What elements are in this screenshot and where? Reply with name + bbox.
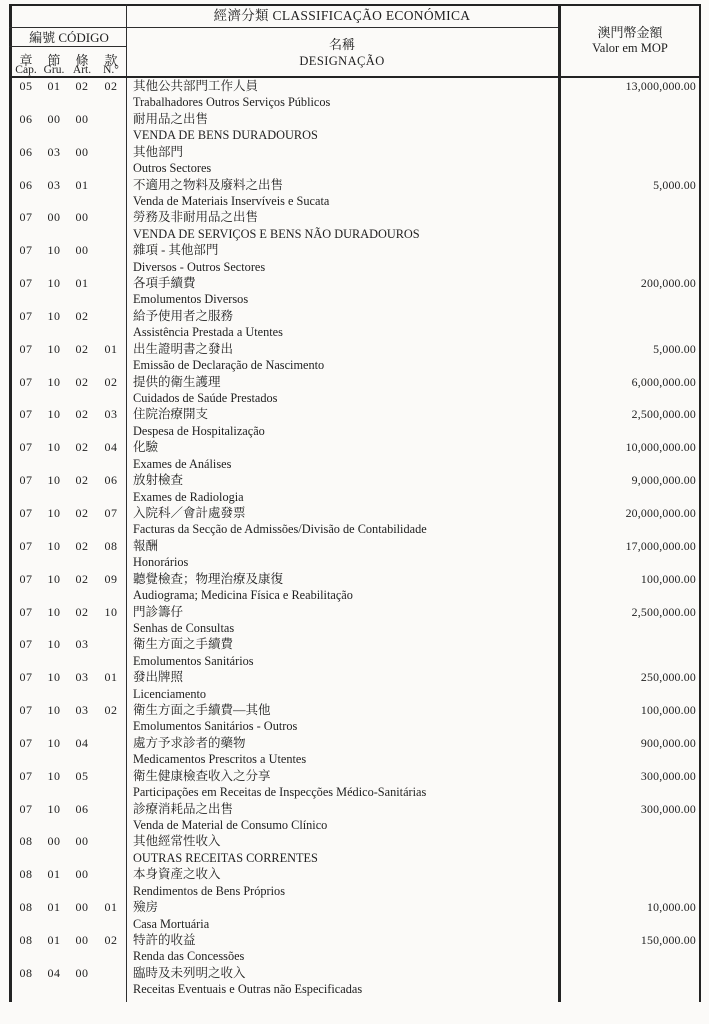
designation-zh: 其他部門 <box>133 144 184 159</box>
designation-pt: Receitas Eventuais e Outras não Especificadas <box>133 982 363 997</box>
amount-value: 250,000.00 <box>640 670 696 685</box>
code-art: 00 <box>75 210 89 225</box>
designation-zh: 各項手續費 <box>133 276 196 291</box>
designation-zh: 門診籌仔 <box>133 604 184 619</box>
designation-pt: Participações em Receitas de Inspecções Médico-Sanitárias <box>133 785 427 800</box>
code-cap: 07 <box>19 276 33 291</box>
designation-cell <box>126 439 561 472</box>
code-cap: 07 <box>19 210 33 225</box>
designation-zh: 本身資產之收入 <box>133 867 221 882</box>
code-col-gru-zh: 節 <box>47 53 61 68</box>
code-n: 10 <box>104 604 118 619</box>
table-row <box>12 406 699 439</box>
designation-zh: 雜項 - 其他部門 <box>133 243 219 258</box>
code-cap: 08 <box>19 965 33 980</box>
code-art: 06 <box>75 801 89 816</box>
table-border-right <box>699 4 701 1002</box>
code-col-cap-pt: Cap. <box>15 64 37 76</box>
table-row <box>12 439 699 472</box>
code-art: 02 <box>75 341 89 356</box>
designation-zh: 住院治療開支 <box>133 407 209 422</box>
table-row <box>12 899 699 932</box>
designation-pt: Rendimentos de Bens Próprios <box>133 883 285 898</box>
table-row <box>12 538 699 571</box>
amount-value: 2,500,000.00 <box>631 407 696 422</box>
code-cap: 07 <box>19 374 33 389</box>
designation-pt: Senhas de Consultas <box>133 620 235 635</box>
designation-pt: VENDA DE BENS DURADOUROS <box>133 128 318 143</box>
designation-pt: Exames de Análises <box>133 456 232 471</box>
designation-zh: 勞務及非耐用品之出售 <box>133 210 259 225</box>
amount-value: 100,000.00 <box>640 571 696 586</box>
code-cap: 07 <box>19 571 33 586</box>
designation-zh: 診療消耗品之出售 <box>133 801 234 816</box>
code-n: 08 <box>104 538 118 553</box>
code-gru: 10 <box>47 374 61 389</box>
code-n <box>96 965 126 998</box>
designation-zh: 衛生健康檢查收入之分享 <box>133 768 271 783</box>
designation-cell <box>126 669 561 702</box>
code-gru: 00 <box>47 834 61 849</box>
designation-zh: 特許的收益 <box>133 932 196 947</box>
amount-value <box>561 833 699 866</box>
designation-zh: 衛生方面之手續費 <box>133 637 234 652</box>
code-col-cap-zh: 章 <box>19 53 33 68</box>
designation-pt: Outros Sectores <box>133 161 212 176</box>
designation-cell <box>126 275 561 308</box>
code-art: 01 <box>75 177 89 192</box>
code-gru: 10 <box>47 637 61 652</box>
code-n: 02 <box>104 374 118 389</box>
designation-pt: VENDA DE SERVIÇOS E BENS NÃO DURADOUROS <box>133 226 420 241</box>
code-gru: 10 <box>47 243 61 258</box>
code-gru: 10 <box>47 703 61 718</box>
designation-cell <box>126 932 561 965</box>
code-gru: 01 <box>47 79 61 93</box>
table-row <box>12 505 699 538</box>
amount-value: 13,000,000.00 <box>625 79 696 93</box>
code-art: 02 <box>75 604 89 619</box>
classification-header-underline <box>9 27 558 28</box>
code-cap: 07 <box>19 735 33 750</box>
code-art: 02 <box>75 374 89 389</box>
table-row <box>12 833 699 866</box>
code-cap: 07 <box>19 538 33 553</box>
designation-pt: Medicamentos Prescritos a Utentes <box>133 752 307 767</box>
code-n <box>96 209 126 242</box>
code-n: 01 <box>104 900 118 915</box>
code-gru: 10 <box>47 735 61 750</box>
designation-cell <box>126 374 561 407</box>
table-row <box>12 111 699 144</box>
code-cap: 07 <box>19 243 33 258</box>
designation-cell <box>126 209 561 242</box>
designation-zh: 聽覺檢查；物理治療及康復 <box>133 571 284 586</box>
code-gru: 10 <box>47 670 61 685</box>
designation-zh: 其他經常性收入 <box>133 834 221 849</box>
designation-cell <box>126 144 561 177</box>
code-gru: 00 <box>47 210 61 225</box>
amount-value: 10,000,000.00 <box>625 440 696 455</box>
code-art: 02 <box>75 440 89 455</box>
designation-zh: 給予使用者之服務 <box>133 308 234 323</box>
table-row <box>12 735 699 768</box>
code-n <box>96 308 126 341</box>
code-art: 01 <box>75 276 89 291</box>
designation-cell <box>126 702 561 735</box>
amount-value: 300,000.00 <box>640 768 696 783</box>
designation-pt: Trabalhadores Outros Serviços Públicos <box>133 95 331 110</box>
code-n: 02 <box>104 79 118 93</box>
table-row <box>12 801 699 834</box>
amount-value: 2,500,000.00 <box>631 604 696 619</box>
amount-value: 6,000,000.00 <box>631 374 696 389</box>
code-art: 02 <box>75 473 89 488</box>
code-n: 04 <box>104 440 118 455</box>
table-row <box>12 209 699 242</box>
designation-zh: 不適用之物料及廢料之出售 <box>133 177 284 192</box>
code-n <box>96 275 126 308</box>
designation-zh: 發出牌照 <box>133 670 184 685</box>
code-gru: 10 <box>47 407 61 422</box>
code-n <box>96 111 126 144</box>
code-cap: 08 <box>19 932 33 947</box>
code-art: 02 <box>75 538 89 553</box>
code-gru: 01 <box>47 932 61 947</box>
designation-zh: 耐用品之出售 <box>133 111 209 126</box>
code-col-n-zh: 款 <box>104 53 118 68</box>
designation-cell <box>126 308 561 341</box>
table-row <box>12 341 699 374</box>
table-row <box>12 866 699 899</box>
designation-pt: Emolumentos Sanitários <box>133 653 254 668</box>
table-row <box>12 374 699 407</box>
designation-cell <box>126 111 561 144</box>
designation-zh: 化驗 <box>133 440 159 455</box>
code-art: 05 <box>75 768 89 783</box>
designation-pt: Licenciamento <box>133 686 207 701</box>
code-col-art-pt: Art. <box>72 64 92 76</box>
code-art: 00 <box>75 965 89 980</box>
code-art: 02 <box>75 571 89 586</box>
classification-header: 經濟分類 CLASSIFICAÇÃO ECONÓMICA <box>213 8 471 23</box>
amount-value: 17,000,000.00 <box>625 538 696 553</box>
code-n <box>96 735 126 768</box>
code-cap: 06 <box>19 111 33 126</box>
table-row <box>12 242 699 275</box>
designation-zh: 其他公共部門工作人員 <box>133 79 259 93</box>
table-row <box>12 604 699 637</box>
code-cap: 08 <box>19 867 33 882</box>
code-cap: 07 <box>19 341 33 356</box>
amount-value <box>561 111 699 144</box>
amount-value <box>561 242 699 275</box>
code-n <box>96 801 126 834</box>
designation-cell <box>126 735 561 768</box>
designation-cell <box>126 571 561 604</box>
designation-cell <box>126 866 561 899</box>
code-cap: 08 <box>19 834 33 849</box>
code-subheaders-pt <box>12 64 126 76</box>
designation-zh: 入院科／會計處發票 <box>133 505 246 520</box>
code-gru: 10 <box>47 604 61 619</box>
designation-cell <box>126 636 561 669</box>
code-art: 03 <box>75 637 89 652</box>
amount-value: 200,000.00 <box>640 276 696 291</box>
table-row <box>12 308 699 341</box>
code-n: 07 <box>104 505 118 520</box>
code-cap: 05 <box>19 79 33 93</box>
code-gru: 10 <box>47 538 61 553</box>
code-gru: 10 <box>47 571 61 586</box>
amount-value: 5,000.00 <box>653 341 696 356</box>
designation-pt: Assistência Prestada a Utentes <box>133 325 283 340</box>
table-row <box>12 144 699 177</box>
designation-zh: 衛生方面之手續費—其他 <box>133 703 271 718</box>
table-border-top <box>9 4 701 6</box>
designation-pt: Diversos - Outros Sectores <box>133 259 266 274</box>
table-row <box>12 177 699 210</box>
amount-value <box>561 308 699 341</box>
designation-header <box>126 38 558 68</box>
code-cap: 07 <box>19 473 33 488</box>
code-gru: 01 <box>47 867 61 882</box>
code-n: 09 <box>104 571 118 586</box>
designation-zh: 臨時及未列明之收入 <box>133 965 246 980</box>
designation-cell <box>126 242 561 275</box>
code-col-n-pt: N.° <box>103 64 119 76</box>
table-row <box>12 571 699 604</box>
code-cap: 07 <box>19 407 33 422</box>
table-row <box>12 636 699 669</box>
code-art: 00 <box>75 932 89 947</box>
table-row <box>12 932 699 965</box>
designation-cell <box>126 899 561 932</box>
code-gru: 10 <box>47 505 61 520</box>
code-n: 06 <box>104 473 118 488</box>
code-cap: 06 <box>19 144 33 159</box>
designation-pt: Honorários <box>133 555 189 570</box>
designation-zh: 處方予求診者的藥物 <box>133 735 246 750</box>
designation-pt: Facturas da Secção de Admissões/Divisão de Contabilidade <box>133 522 427 537</box>
code-cap: 07 <box>19 703 33 718</box>
designation-pt: Exames de Radiologia <box>133 489 244 504</box>
code-gru: 00 <box>47 111 61 126</box>
code-n <box>96 242 126 275</box>
designation-cell <box>126 768 561 801</box>
designation-pt: Despesa de Hospitalização <box>133 423 265 438</box>
designation-cell <box>126 406 561 439</box>
code-n: 01 <box>104 341 118 356</box>
code-art: 04 <box>75 735 89 750</box>
code-n <box>96 177 126 210</box>
amount-value: 300,000.00 <box>640 801 696 816</box>
designation-zh: 出生證明書之發出 <box>133 341 234 356</box>
designation-header-pt: DESIGNAÇÃO <box>299 54 385 68</box>
amount-value: 10,000.00 <box>647 900 696 915</box>
code-art: 02 <box>75 308 89 323</box>
designation-cell <box>126 78 561 111</box>
code-art: 03 <box>75 703 89 718</box>
code-art: 00 <box>75 867 89 882</box>
designation-cell <box>126 801 561 834</box>
code-gru: 10 <box>47 440 61 455</box>
table-row <box>12 472 699 505</box>
table-row <box>12 768 699 801</box>
code-cap: 07 <box>19 604 33 619</box>
amount-value: 100,000.00 <box>640 703 696 718</box>
designation-pt: Emolumentos Sanitários - Outros <box>133 719 298 734</box>
designation-zh: 放射檢查 <box>133 473 184 488</box>
code-cap: 07 <box>19 670 33 685</box>
code-art: 02 <box>75 79 89 93</box>
code-gru: 10 <box>47 308 61 323</box>
code-gru: 10 <box>47 473 61 488</box>
amount-value: 900,000.00 <box>640 735 696 750</box>
code-group-header: 編號 CÓDIGO <box>29 30 109 45</box>
amount-value <box>561 209 699 242</box>
designation-pt: Casa Mortuária <box>133 916 210 931</box>
code-n <box>96 866 126 899</box>
code-cap: 07 <box>19 637 33 652</box>
table-row <box>12 78 699 111</box>
code-cap: 06 <box>19 177 33 192</box>
code-n <box>96 768 126 801</box>
table-row <box>12 702 699 735</box>
designation-pt: OUTRAS RECEITAS CORRENTES <box>133 850 318 865</box>
code-gru: 10 <box>47 801 61 816</box>
code-gru: 03 <box>47 144 61 159</box>
table-row <box>12 275 699 308</box>
code-art: 03 <box>75 670 89 685</box>
designation-pt: Emolumentos Diversos <box>133 292 249 307</box>
code-cap: 07 <box>19 440 33 455</box>
code-cap: 07 <box>19 768 33 783</box>
designation-zh: 報酬 <box>133 538 159 553</box>
code-n: 03 <box>104 407 118 422</box>
amount-header-pt: Valor em MOP <box>592 41 668 55</box>
table-row <box>12 965 699 998</box>
code-n <box>96 636 126 669</box>
code-n <box>96 144 126 177</box>
codigo-header-underline <box>9 46 126 47</box>
designation-cell <box>126 604 561 637</box>
amount-value <box>561 636 699 669</box>
table-body <box>12 78 699 998</box>
designation-header-zh: 名稱 <box>328 37 355 52</box>
code-cap: 07 <box>19 308 33 323</box>
code-cap: 07 <box>19 505 33 520</box>
amount-value: 20,000,000.00 <box>625 505 696 520</box>
code-gru: 10 <box>47 276 61 291</box>
code-art: 00 <box>75 900 89 915</box>
code-gru: 10 <box>47 768 61 783</box>
code-art: 02 <box>75 407 89 422</box>
amount-header <box>561 26 699 55</box>
code-col-gru-pt: Gru. <box>43 64 65 76</box>
designation-zh: 殮房 <box>133 900 159 915</box>
code-art: 00 <box>75 111 89 126</box>
designation-pt: Venda de Material de Consumo Clínico <box>133 817 328 832</box>
designation-cell <box>126 538 561 571</box>
designation-cell <box>126 177 561 210</box>
amount-header-zh: 澳門幣金額 <box>597 25 663 40</box>
designation-cell <box>126 472 561 505</box>
amount-value: 9,000,000.00 <box>631 473 696 488</box>
designation-cell <box>126 965 561 998</box>
designation-pt: Cuidados de Saúde Prestados <box>133 391 278 405</box>
designation-pt: Renda das Concessões <box>133 949 245 964</box>
amount-value <box>561 965 699 998</box>
designation-cell <box>126 833 561 866</box>
code-gru: 01 <box>47 900 61 915</box>
amount-value <box>561 866 699 899</box>
code-art: 02 <box>75 505 89 520</box>
code-n <box>96 833 126 866</box>
code-cap: 07 <box>19 801 33 816</box>
designation-pt: Venda de Materiais Inservíveis e Sucata <box>133 193 330 208</box>
code-gru: 10 <box>47 341 61 356</box>
amount-value <box>561 144 699 177</box>
code-gru: 04 <box>47 965 61 980</box>
code-col-art-zh: 條 <box>75 53 89 68</box>
code-art: 00 <box>75 144 89 159</box>
code-art: 00 <box>75 243 89 258</box>
code-art: 00 <box>75 834 89 849</box>
amount-value: 150,000.00 <box>640 932 696 947</box>
designation-cell <box>126 341 561 374</box>
code-n: 02 <box>104 932 118 947</box>
amount-value: 5,000.00 <box>653 177 696 192</box>
code-gru: 03 <box>47 177 61 192</box>
table-row <box>12 669 699 702</box>
designation-pt: Emissão de Declaração de Nascimento <box>133 358 325 373</box>
designation-cell <box>126 505 561 538</box>
designation-zh: 提供的衛生護理 <box>133 374 221 389</box>
code-cap: 08 <box>19 900 33 915</box>
code-n: 02 <box>104 703 118 718</box>
code-n: 01 <box>104 670 118 685</box>
designation-pt: Audiograma; Medicina Física e Reabilitação <box>133 588 353 603</box>
